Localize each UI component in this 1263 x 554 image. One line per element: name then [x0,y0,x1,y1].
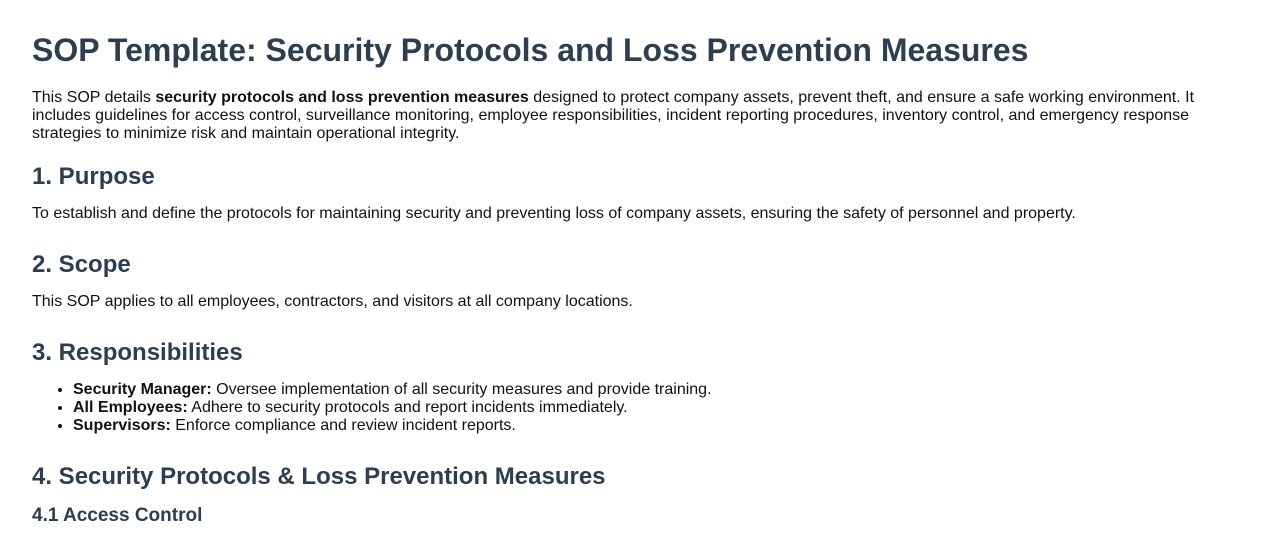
list-item [73,399,1231,417]
role-label: Supervisors: [73,417,171,434]
purpose-heading: 1. Purpose [32,163,155,190]
responsibilities-heading: 3. Responsibilities [32,339,243,366]
responsibilities-list [32,381,1231,435]
role-description: Oversee implementation of all security measures and provide training. [211,381,712,398]
role-label: All Employees: [73,399,188,416]
purpose-text: To establish and define the protocols for maintaining security and preventing loss of company assets, ensuring the safety of personnel and property. [32,205,1076,222]
scope-text: This SOP applies to all employees, contractors, and visitors at all company locations. [32,293,633,310]
intro-paragraph [32,89,1231,143]
measures-heading: 4. Security Protocols & Loss Prevention Measures [32,463,606,490]
intro-prefix: This SOP details [32,89,156,106]
scope-heading: 2. Scope [32,251,131,278]
page-title: SOP Template: Security Protocols and Loss Prevention Measures [32,32,1029,68]
role-description: Adhere to security protocols and report incidents immediately. [187,399,628,416]
intro-bold: security protocols and loss prevention measures [155,89,529,106]
list-item [73,381,1231,399]
list-item [73,417,1231,435]
role-description: Enforce compliance and review incident reports. [170,417,516,434]
role-label: Security Manager: [73,381,212,398]
intro-suffix: designed to protect company assets, prevent theft, and ensure a safe working environment. It includes guidelines for access control, surveillance monitoring, employee responsibilities, incident reporting procedures, inventory control, and emergency response strategies to minimize risk and maintain operational integrity. [32,89,1195,142]
access-control-subheading: 4.1 Access Control [32,505,203,526]
